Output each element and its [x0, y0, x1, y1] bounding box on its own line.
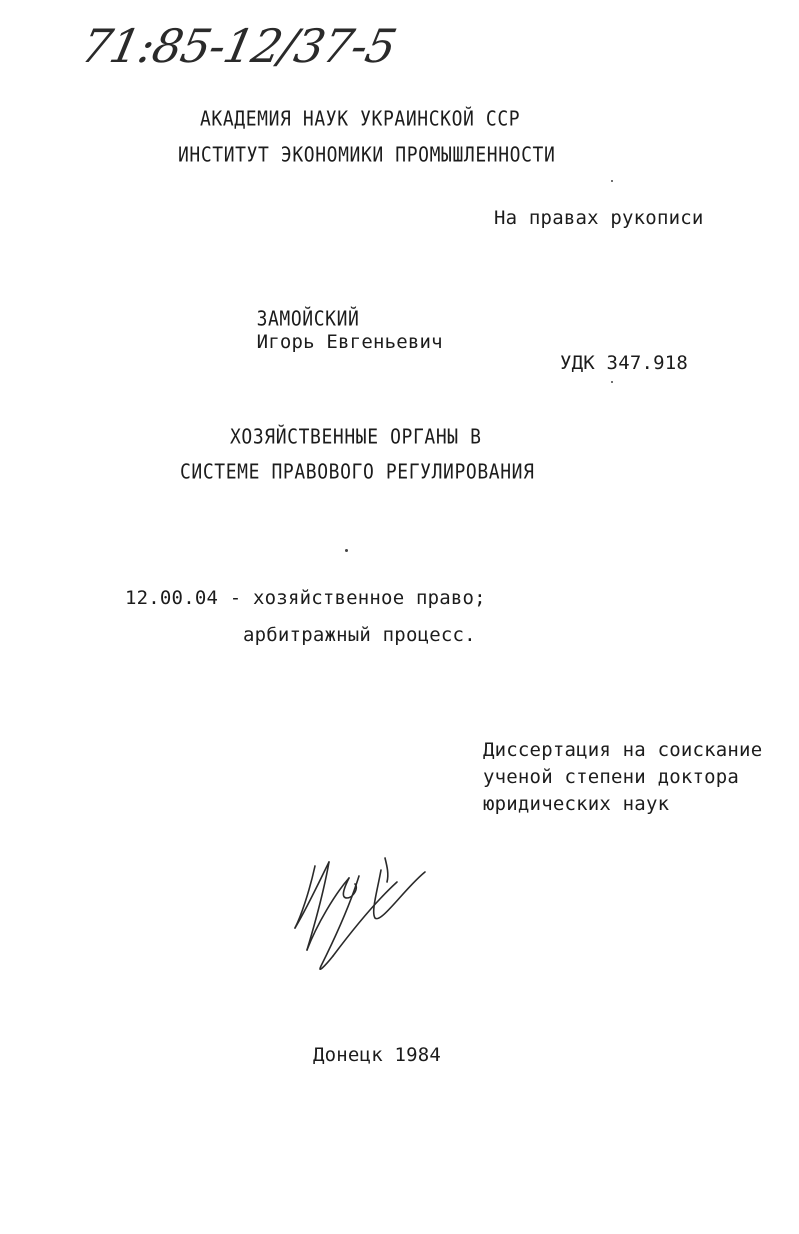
author-given-names: Игорь Евгеньевич [256, 331, 443, 353]
title-line-1: ХОЗЯЙСТВЕННЫЕ ОРГАНЫ В [230, 425, 482, 450]
manuscript-rights-note: На правах рукописи [494, 207, 704, 229]
author-line [210, 281, 443, 378]
academy-name: АКАДЕМИЯ НАУК УКРАИНСКОЙ ССР [200, 107, 521, 132]
place-and-year: Донецк 1984 [313, 1044, 442, 1066]
dissertation-line-3: юридических наук [483, 793, 670, 815]
dissertation-line-2: ученой степени доктора [483, 766, 740, 788]
scan-speck [345, 549, 348, 552]
author-signature [285, 838, 435, 978]
udc-code: УДК 347.918 [560, 352, 689, 374]
title-line-2: СИСТЕМЕ ПРАВОВОГО РЕГУЛИРОВАНИЯ [180, 460, 535, 485]
specialty-continuation: арбитражный процесс. [243, 624, 476, 646]
institute-name: ИНСТИТУТ ЭКОНОМИКИ ПРОМЫШЛЕННОСТИ [178, 143, 556, 168]
scan-speck [611, 381, 613, 383]
specialty-code-line: 12.00.04 - хозяйственное право; [125, 587, 486, 609]
archive-stamp [76, 10, 401, 80]
scan-speck [611, 180, 613, 182]
archive-stamp-text: 71:85-12/37-5 [76, 19, 401, 73]
dissertation-line-1: Диссертация на соискание [483, 739, 763, 761]
author-surname: ЗАМОЙСКИЙ [256, 307, 360, 332]
